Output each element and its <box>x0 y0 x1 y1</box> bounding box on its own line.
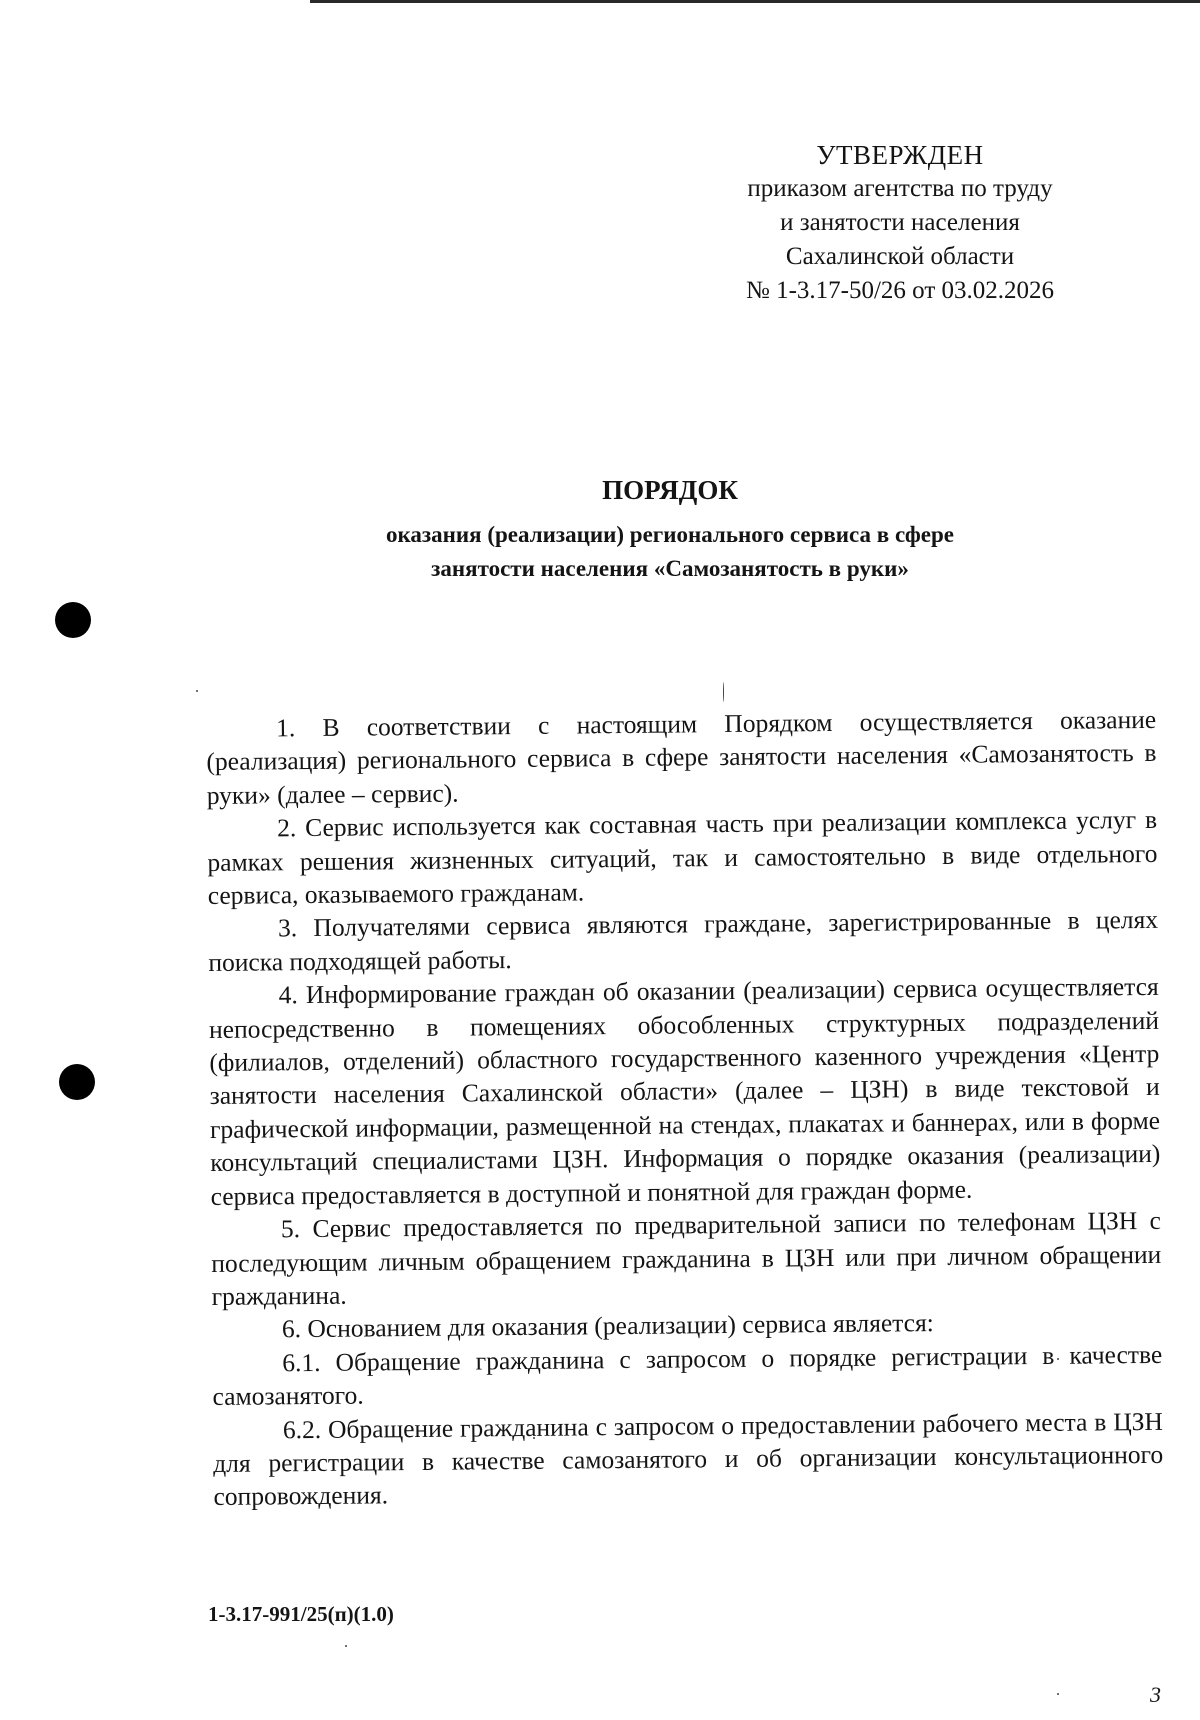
document-body <box>206 703 1164 1514</box>
scan-speck <box>196 690 198 692</box>
approval-order-number: № 1-3.17-50/26 от 03.02.2026 <box>745 277 1055 304</box>
approval-line: и занятости населения <box>780 209 1020 236</box>
punch-hole-bottom <box>59 1064 95 1100</box>
document-title: ПОРЯДОК <box>602 475 738 505</box>
paragraph-1: 1. В соответствии с настоящим Порядком осуществляется оказание (реализация) регионального сервиса в сфере занятости населения «Самозанятость в руки» (далее – сервис). <box>206 704 1157 810</box>
paragraph-6-1: 6.1. Обращение гражданина с запросом о порядке регистрации в качестве самозанятого. <box>212 1339 1163 1412</box>
scan-speck <box>1057 1693 1059 1695</box>
paragraph-4: 4. Информирование граждан об оказании (реализации) сервиса осуществляется непосредственно в помещениях обособленных структурных подразделений (филиалов, отделений) областного государственного казенного учреждения «Центр занятости населения Сахалинской области» (далее – ЦЗН) в виде текстовой и графической информации, размещенной на стендах, плакатах и баннерах, или в форме консультаций специалистами ЦЗН. Информация о порядке оказания (реализации) сервиса предоставляется в доступной и понятной для граждан форме. <box>208 972 1161 1211</box>
document-subtitle: оказания (реализации) регионального сервиса в сфере занятости населения «Самозанятость в руки» <box>386 522 954 581</box>
approval-heading: УТВЕРЖДЕН <box>816 140 984 170</box>
punch-hole-top <box>55 602 91 638</box>
scan-speck <box>723 682 724 702</box>
paragraph-6: 6. Основанием для оказания (реализации) сервиса является: <box>281 1308 934 1344</box>
document-title-block <box>300 470 1040 586</box>
approval-line: приказом агентства по труду <box>747 175 1053 202</box>
paragraph-6-2: 6.2. Обращение гражданина с запросом о предоставлении рабочего места в ЦЗН для регистрации в качестве самозанятого и об организации консультационного сопровождения. <box>213 1406 1164 1512</box>
paragraph-5: 5. Сервис предоставляется по предварительной записи по телефонам ЦЗН с последующим личным обращением гражданина в ЦЗН или при личном обращении гражданина. <box>211 1205 1162 1311</box>
document-code: 1-3.17-991/25(п)(1.0) <box>208 1602 394 1626</box>
scan-speck <box>345 1645 347 1647</box>
scan-top-edge-line <box>310 0 1200 3</box>
paragraph-2: 2. Сервис используется как составная часть при реализации комплекса услуг в рамках решения жизненных ситуаций, так и самостоятельно в виде отдельного сервиса, оказываемого гражданам. <box>207 805 1158 911</box>
page-number: 3 <box>1150 1682 1161 1707</box>
approval-line: Сахалинской области <box>785 243 1015 270</box>
paragraph-3: 3. Получателями сервиса являются граждане, зарегистрированные в целях поиска подходящей работы. <box>208 905 1159 977</box>
approval-stamp-block <box>700 138 1100 308</box>
